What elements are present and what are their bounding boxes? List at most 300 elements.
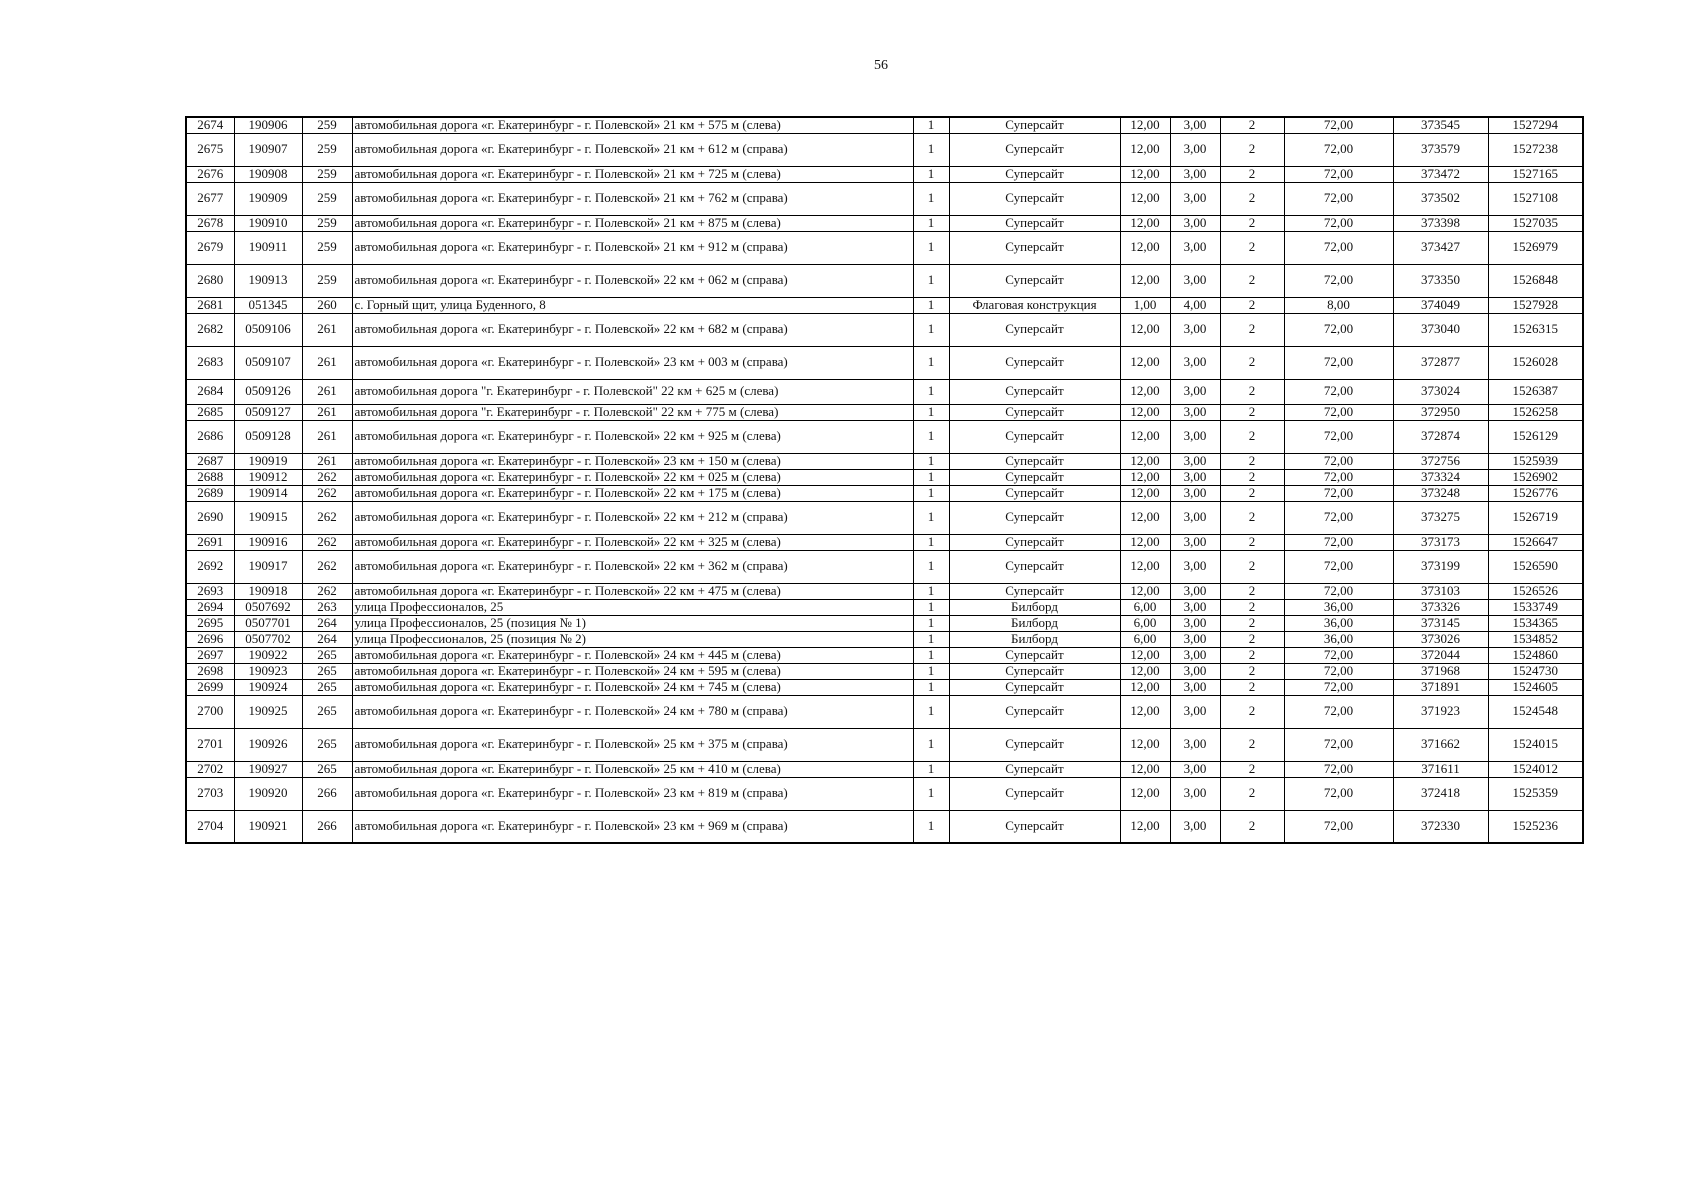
cell-construction-type: Суперсайт: [949, 313, 1120, 346]
cell-group-number: 263: [302, 599, 352, 615]
cell-coord-x: 373248: [1393, 485, 1488, 501]
cell-coord-x: 373350: [1393, 264, 1488, 297]
cell-address: автомобильная дорога «г. Екатеринбург - г. Полевской» 21 км + 912 м (справа): [352, 231, 913, 264]
cell-coord-x: 373103: [1393, 583, 1488, 599]
cell-height: 3,00: [1170, 133, 1220, 166]
cell-construction-type: Суперсайт: [949, 133, 1120, 166]
cell-sides: 2: [1220, 534, 1284, 550]
cell-group-number: 265: [302, 695, 352, 728]
cell-group-number: 261: [302, 346, 352, 379]
cell-width: 12,00: [1120, 647, 1170, 663]
cell-coord-x: 372044: [1393, 647, 1488, 663]
cell-coord-y: 1524012: [1488, 761, 1583, 777]
cell-construction-type: Суперсайт: [949, 485, 1120, 501]
cell-sides: 2: [1220, 346, 1284, 379]
cell-height: 3,00: [1170, 264, 1220, 297]
cell-group-number: 259: [302, 264, 352, 297]
cell-address: с. Горный щит, улица Буденного, 8: [352, 297, 913, 313]
cell-quantity: 1: [913, 695, 949, 728]
cell-group-number: 259: [302, 182, 352, 215]
table-row: [186, 583, 1583, 599]
cell-row-number: 2697: [186, 647, 234, 663]
cell-address: улица Профессионалов, 25 (позиция № 2): [352, 631, 913, 647]
cell-width: 12,00: [1120, 133, 1170, 166]
cell-group-number: 265: [302, 647, 352, 663]
cell-address: автомобильная дорога «г. Екатеринбург - г. Полевской» 23 км + 150 м (слева): [352, 453, 913, 469]
cell-construction-type: Суперсайт: [949, 469, 1120, 485]
table-row: [186, 631, 1583, 647]
cell-width: 12,00: [1120, 679, 1170, 695]
cell-coord-x: 373026: [1393, 631, 1488, 647]
cell-height: 3,00: [1170, 615, 1220, 631]
cell-sides: 2: [1220, 777, 1284, 810]
cell-area: 36,00: [1284, 631, 1393, 647]
cell-height: 3,00: [1170, 166, 1220, 182]
cell-group-number: 264: [302, 615, 352, 631]
cell-object-code: 190926: [234, 728, 302, 761]
cell-height: 3,00: [1170, 534, 1220, 550]
cell-address: автомобильная дорога «г. Екатеринбург - г. Полевской» 22 км + 475 м (слева): [352, 583, 913, 599]
table-row: [186, 501, 1583, 534]
cell-quantity: 1: [913, 117, 949, 133]
cell-width: 12,00: [1120, 346, 1170, 379]
cell-quantity: 1: [913, 420, 949, 453]
cell-coord-y: 1524605: [1488, 679, 1583, 695]
cell-coord-x: 372756: [1393, 453, 1488, 469]
cell-quantity: 1: [913, 313, 949, 346]
cell-coord-x: 373024: [1393, 379, 1488, 404]
cell-area: 72,00: [1284, 231, 1393, 264]
table-row: [186, 313, 1583, 346]
table-row: [186, 550, 1583, 583]
cell-area: 72,00: [1284, 379, 1393, 404]
cell-area: 72,00: [1284, 583, 1393, 599]
cell-address: автомобильная дорога «г. Екатеринбург - г. Полевской» 24 км + 595 м (слева): [352, 663, 913, 679]
cell-group-number: 265: [302, 663, 352, 679]
cell-object-code: 190910: [234, 215, 302, 231]
cell-row-number: 2691: [186, 534, 234, 550]
cell-object-code: 190912: [234, 469, 302, 485]
cell-address: автомобильная дорога «г. Екатеринбург - г. Полевской» 22 км + 325 м (слева): [352, 534, 913, 550]
cell-coord-x: 372950: [1393, 404, 1488, 420]
cell-row-number: 2689: [186, 485, 234, 501]
cell-address: автомобильная дорога «г. Екатеринбург - г. Полевской» 22 км + 212 м (справа): [352, 501, 913, 534]
cell-coord-x: 373324: [1393, 469, 1488, 485]
cell-object-code: 190906: [234, 117, 302, 133]
cell-sides: 2: [1220, 615, 1284, 631]
cell-coord-y: 1526315: [1488, 313, 1583, 346]
cell-group-number: 259: [302, 166, 352, 182]
cell-address: автомобильная дорога «г. Екатеринбург - г. Полевской» 22 км + 062 м (справа): [352, 264, 913, 297]
table-row: [186, 695, 1583, 728]
cell-coord-y: 1526028: [1488, 346, 1583, 379]
cell-object-code: 190927: [234, 761, 302, 777]
cell-construction-type: Суперсайт: [949, 550, 1120, 583]
cell-group-number: 261: [302, 313, 352, 346]
cell-width: 12,00: [1120, 534, 1170, 550]
cell-row-number: 2685: [186, 404, 234, 420]
cell-group-number: 259: [302, 215, 352, 231]
cell-row-number: 2679: [186, 231, 234, 264]
cell-object-code: 190925: [234, 695, 302, 728]
cell-height: 3,00: [1170, 599, 1220, 615]
cell-group-number: 266: [302, 777, 352, 810]
cell-sides: 2: [1220, 485, 1284, 501]
cell-object-code: 190914: [234, 485, 302, 501]
cell-row-number: 2683: [186, 346, 234, 379]
cell-construction-type: Билборд: [949, 599, 1120, 615]
cell-object-code: 190922: [234, 647, 302, 663]
cell-height: 3,00: [1170, 663, 1220, 679]
cell-quantity: 1: [913, 404, 949, 420]
cell-group-number: 261: [302, 404, 352, 420]
table-row: [186, 379, 1583, 404]
cell-coord-x: 373579: [1393, 133, 1488, 166]
cell-coord-y: 1524015: [1488, 728, 1583, 761]
cell-coord-y: 1526526: [1488, 583, 1583, 599]
cell-group-number: 262: [302, 550, 352, 583]
cell-sides: 2: [1220, 761, 1284, 777]
cell-object-code: 190917: [234, 550, 302, 583]
cell-row-number: 2695: [186, 615, 234, 631]
cell-sides: 2: [1220, 631, 1284, 647]
cell-area: 72,00: [1284, 404, 1393, 420]
cell-row-number: 2678: [186, 215, 234, 231]
cell-area: 8,00: [1284, 297, 1393, 313]
cell-row-number: 2690: [186, 501, 234, 534]
cell-coord-x: 372330: [1393, 810, 1488, 843]
cell-sides: 2: [1220, 133, 1284, 166]
cell-construction-type: Суперсайт: [949, 534, 1120, 550]
cell-construction-type: Суперсайт: [949, 810, 1120, 843]
cell-area: 72,00: [1284, 810, 1393, 843]
cell-sides: 2: [1220, 166, 1284, 182]
cell-coord-y: 1526776: [1488, 485, 1583, 501]
cell-coord-y: 1527928: [1488, 297, 1583, 313]
cell-object-code: 190918: [234, 583, 302, 599]
cell-area: 72,00: [1284, 313, 1393, 346]
cell-quantity: 1: [913, 469, 949, 485]
cell-address: автомобильная дорога «г. Екатеринбург - г. Полевской» 24 км + 445 м (слева): [352, 647, 913, 663]
cell-width: 12,00: [1120, 313, 1170, 346]
cell-sides: 2: [1220, 469, 1284, 485]
cell-width: 12,00: [1120, 231, 1170, 264]
cell-row-number: 2694: [186, 599, 234, 615]
cell-address: автомобильная дорога «г. Екатеринбург - г. Полевской» 21 км + 725 м (слева): [352, 166, 913, 182]
cell-address: улица Профессионалов, 25: [352, 599, 913, 615]
cell-address: автомобильная дорога «г. Екатеринбург - г. Полевской» 22 км + 025 м (слева): [352, 469, 913, 485]
cell-quantity: 1: [913, 379, 949, 404]
cell-object-code: 190923: [234, 663, 302, 679]
cell-coord-y: 1527294: [1488, 117, 1583, 133]
cell-coord-y: 1525939: [1488, 453, 1583, 469]
cell-quantity: 1: [913, 631, 949, 647]
cell-address: улица Профессионалов, 25 (позиция № 1): [352, 615, 913, 631]
cell-height: 3,00: [1170, 420, 1220, 453]
cell-width: 12,00: [1120, 485, 1170, 501]
cell-height: 3,00: [1170, 761, 1220, 777]
cell-object-code: 190911: [234, 231, 302, 264]
cell-coord-x: 373145: [1393, 615, 1488, 631]
cell-width: 12,00: [1120, 469, 1170, 485]
cell-area: 72,00: [1284, 761, 1393, 777]
cell-quantity: 1: [913, 647, 949, 663]
cell-object-code: 0509128: [234, 420, 302, 453]
cell-construction-type: Суперсайт: [949, 453, 1120, 469]
cell-width: 12,00: [1120, 404, 1170, 420]
cell-area: 72,00: [1284, 663, 1393, 679]
cell-width: 12,00: [1120, 453, 1170, 469]
cell-quantity: 1: [913, 297, 949, 313]
cell-row-number: 2681: [186, 297, 234, 313]
cell-sides: 2: [1220, 501, 1284, 534]
cell-address: автомобильная дорога «г. Екатеринбург - г. Полевской» 23 км + 969 м (справа): [352, 810, 913, 843]
cell-object-code: 190909: [234, 182, 302, 215]
table-row: [186, 215, 1583, 231]
table-row: [186, 453, 1583, 469]
cell-coord-y: 1526258: [1488, 404, 1583, 420]
cell-width: 12,00: [1120, 695, 1170, 728]
table-row: [186, 534, 1583, 550]
table-row: [186, 647, 1583, 663]
cell-quantity: 1: [913, 182, 949, 215]
cell-height: 3,00: [1170, 631, 1220, 647]
cell-construction-type: Суперсайт: [949, 264, 1120, 297]
cell-quantity: 1: [913, 550, 949, 583]
cell-coord-x: 373326: [1393, 599, 1488, 615]
cell-address: автомобильная дорога "г. Екатеринбург - г. Полевской" 22 км + 625 м (слева): [352, 379, 913, 404]
cell-object-code: 190907: [234, 133, 302, 166]
cell-width: 1,00: [1120, 297, 1170, 313]
table-row: [186, 346, 1583, 379]
table-row: [186, 231, 1583, 264]
cell-row-number: 2684: [186, 379, 234, 404]
cell-quantity: 1: [913, 346, 949, 379]
cell-height: 3,00: [1170, 777, 1220, 810]
cell-coord-x: 373545: [1393, 117, 1488, 133]
cell-quantity: 1: [913, 231, 949, 264]
cell-row-number: 2703: [186, 777, 234, 810]
cell-group-number: 261: [302, 420, 352, 453]
cell-width: 6,00: [1120, 599, 1170, 615]
cell-height: 3,00: [1170, 453, 1220, 469]
cell-width: 12,00: [1120, 379, 1170, 404]
cell-construction-type: Суперсайт: [949, 346, 1120, 379]
cell-object-code: 190916: [234, 534, 302, 550]
cell-quantity: 1: [913, 615, 949, 631]
cell-height: 3,00: [1170, 404, 1220, 420]
cell-sides: 2: [1220, 647, 1284, 663]
cell-coord-y: 1527238: [1488, 133, 1583, 166]
cell-width: 12,00: [1120, 761, 1170, 777]
cell-quantity: 1: [913, 166, 949, 182]
cell-address: автомобильная дорога «г. Екатеринбург - г. Полевской» 25 км + 410 м (слева): [352, 761, 913, 777]
cell-object-code: 190921: [234, 810, 302, 843]
cell-address: автомобильная дорога «г. Екатеринбург - г. Полевской» 21 км + 762 м (справа): [352, 182, 913, 215]
cell-width: 12,00: [1120, 264, 1170, 297]
cell-coord-y: 1524548: [1488, 695, 1583, 728]
cell-quantity: 1: [913, 264, 949, 297]
cell-coord-y: 1526902: [1488, 469, 1583, 485]
table-row: [186, 761, 1583, 777]
cell-row-number: 2686: [186, 420, 234, 453]
cell-coord-x: 373040: [1393, 313, 1488, 346]
cell-width: 12,00: [1120, 420, 1170, 453]
cell-coord-y: 1534365: [1488, 615, 1583, 631]
cell-sides: 2: [1220, 599, 1284, 615]
cell-width: 6,00: [1120, 615, 1170, 631]
cell-height: 3,00: [1170, 679, 1220, 695]
cell-height: 3,00: [1170, 550, 1220, 583]
cell-coord-x: 373398: [1393, 215, 1488, 231]
cell-group-number: 264: [302, 631, 352, 647]
cell-width: 12,00: [1120, 583, 1170, 599]
table-row: [186, 297, 1583, 313]
cell-group-number: 260: [302, 297, 352, 313]
cell-area: 36,00: [1284, 615, 1393, 631]
cell-quantity: 1: [913, 215, 949, 231]
cell-height: 3,00: [1170, 810, 1220, 843]
cell-coord-x: 371611: [1393, 761, 1488, 777]
cell-object-code: 190913: [234, 264, 302, 297]
cell-area: 72,00: [1284, 133, 1393, 166]
cell-row-number: 2676: [186, 166, 234, 182]
cell-construction-type: Суперсайт: [949, 695, 1120, 728]
cell-address: автомобильная дорога «г. Екатеринбург - г. Полевской» 22 км + 362 м (справа): [352, 550, 913, 583]
cell-group-number: 262: [302, 501, 352, 534]
cell-quantity: 1: [913, 453, 949, 469]
cell-row-number: 2696: [186, 631, 234, 647]
cell-coord-x: 374049: [1393, 297, 1488, 313]
cell-construction-type: Суперсайт: [949, 728, 1120, 761]
cell-height: 4,00: [1170, 297, 1220, 313]
cell-area: 72,00: [1284, 166, 1393, 182]
cell-area: 72,00: [1284, 485, 1393, 501]
table-row: [186, 182, 1583, 215]
cell-coord-x: 373472: [1393, 166, 1488, 182]
cell-row-number: 2687: [186, 453, 234, 469]
cell-row-number: 2693: [186, 583, 234, 599]
table-row: [186, 469, 1583, 485]
cell-quantity: 1: [913, 810, 949, 843]
cell-construction-type: Суперсайт: [949, 117, 1120, 133]
cell-width: 12,00: [1120, 182, 1170, 215]
cell-object-code: 190919: [234, 453, 302, 469]
table-row: [186, 420, 1583, 453]
cell-row-number: 2677: [186, 182, 234, 215]
cell-sides: 2: [1220, 728, 1284, 761]
cell-construction-type: Суперсайт: [949, 379, 1120, 404]
cell-quantity: 1: [913, 679, 949, 695]
cell-construction-type: Суперсайт: [949, 231, 1120, 264]
cell-address: автомобильная дорога «г. Екатеринбург - г. Полевской» 23 км + 819 м (справа): [352, 777, 913, 810]
table-row: [186, 663, 1583, 679]
table-row: [186, 166, 1583, 182]
cell-sides: 2: [1220, 379, 1284, 404]
cell-area: 72,00: [1284, 534, 1393, 550]
cell-row-number: 2698: [186, 663, 234, 679]
cell-area: 72,00: [1284, 728, 1393, 761]
cell-coord-y: 1526647: [1488, 534, 1583, 550]
cell-group-number: 261: [302, 379, 352, 404]
cell-coord-y: 1527165: [1488, 166, 1583, 182]
cell-coord-y: 1526129: [1488, 420, 1583, 453]
cell-row-number: 2682: [186, 313, 234, 346]
cell-quantity: 1: [913, 485, 949, 501]
table-row: [186, 777, 1583, 810]
cell-coord-x: 371891: [1393, 679, 1488, 695]
cell-address: автомобильная дорога «г. Екатеринбург - г. Полевской» 23 км + 003 м (справа): [352, 346, 913, 379]
cell-sides: 2: [1220, 231, 1284, 264]
cell-sides: 2: [1220, 695, 1284, 728]
cell-quantity: 1: [913, 133, 949, 166]
cell-group-number: 266: [302, 810, 352, 843]
cell-construction-type: Суперсайт: [949, 777, 1120, 810]
cell-sides: 2: [1220, 215, 1284, 231]
cell-width: 12,00: [1120, 550, 1170, 583]
cell-area: 72,00: [1284, 215, 1393, 231]
cell-coord-y: 1526848: [1488, 264, 1583, 297]
table-row: [186, 615, 1583, 631]
cell-sides: 2: [1220, 453, 1284, 469]
cell-area: 72,00: [1284, 647, 1393, 663]
cell-quantity: 1: [913, 761, 949, 777]
cell-height: 3,00: [1170, 215, 1220, 231]
cell-height: 3,00: [1170, 695, 1220, 728]
cell-area: 72,00: [1284, 695, 1393, 728]
cell-area: 72,00: [1284, 777, 1393, 810]
cell-object-code: 0509107: [234, 346, 302, 379]
cell-row-number: 2702: [186, 761, 234, 777]
cell-address: автомобильная дорога «г. Екатеринбург - г. Полевской» 21 км + 575 м (слева): [352, 117, 913, 133]
table-row: [186, 264, 1583, 297]
cell-row-number: 2674: [186, 117, 234, 133]
cell-sides: 2: [1220, 420, 1284, 453]
cell-object-code: 0509126: [234, 379, 302, 404]
cell-height: 3,00: [1170, 647, 1220, 663]
cell-address: автомобильная дорога «г. Екатеринбург - г. Полевской» 21 км + 875 м (слева): [352, 215, 913, 231]
cell-object-code: 0509127: [234, 404, 302, 420]
cell-coord-x: 373275: [1393, 501, 1488, 534]
cell-sides: 2: [1220, 550, 1284, 583]
cell-coord-x: 373502: [1393, 182, 1488, 215]
cell-construction-type: Флаговая конструкция: [949, 297, 1120, 313]
cell-address: автомобильная дорога «г. Екатеринбург - г. Полевской» 22 км + 925 м (слева): [352, 420, 913, 453]
cell-group-number: 265: [302, 728, 352, 761]
cell-row-number: 2701: [186, 728, 234, 761]
cell-sides: 2: [1220, 810, 1284, 843]
cell-area: 72,00: [1284, 469, 1393, 485]
cell-object-code: 0507701: [234, 615, 302, 631]
cell-row-number: 2675: [186, 133, 234, 166]
cell-coord-x: 373199: [1393, 550, 1488, 583]
cell-area: 72,00: [1284, 264, 1393, 297]
cell-area: 36,00: [1284, 599, 1393, 615]
cell-coord-y: 1525236: [1488, 810, 1583, 843]
cell-construction-type: Суперсайт: [949, 647, 1120, 663]
cell-sides: 2: [1220, 264, 1284, 297]
cell-coord-x: 371968: [1393, 663, 1488, 679]
cell-coord-y: 1526387: [1488, 379, 1583, 404]
cell-height: 3,00: [1170, 728, 1220, 761]
cell-address: автомобильная дорога «г. Екатеринбург - г. Полевской» 25 км + 375 м (справа): [352, 728, 913, 761]
cell-coord-x: 371662: [1393, 728, 1488, 761]
cell-height: 3,00: [1170, 117, 1220, 133]
table-row: [186, 133, 1583, 166]
cell-width: 12,00: [1120, 166, 1170, 182]
cell-height: 3,00: [1170, 485, 1220, 501]
cell-row-number: 2688: [186, 469, 234, 485]
